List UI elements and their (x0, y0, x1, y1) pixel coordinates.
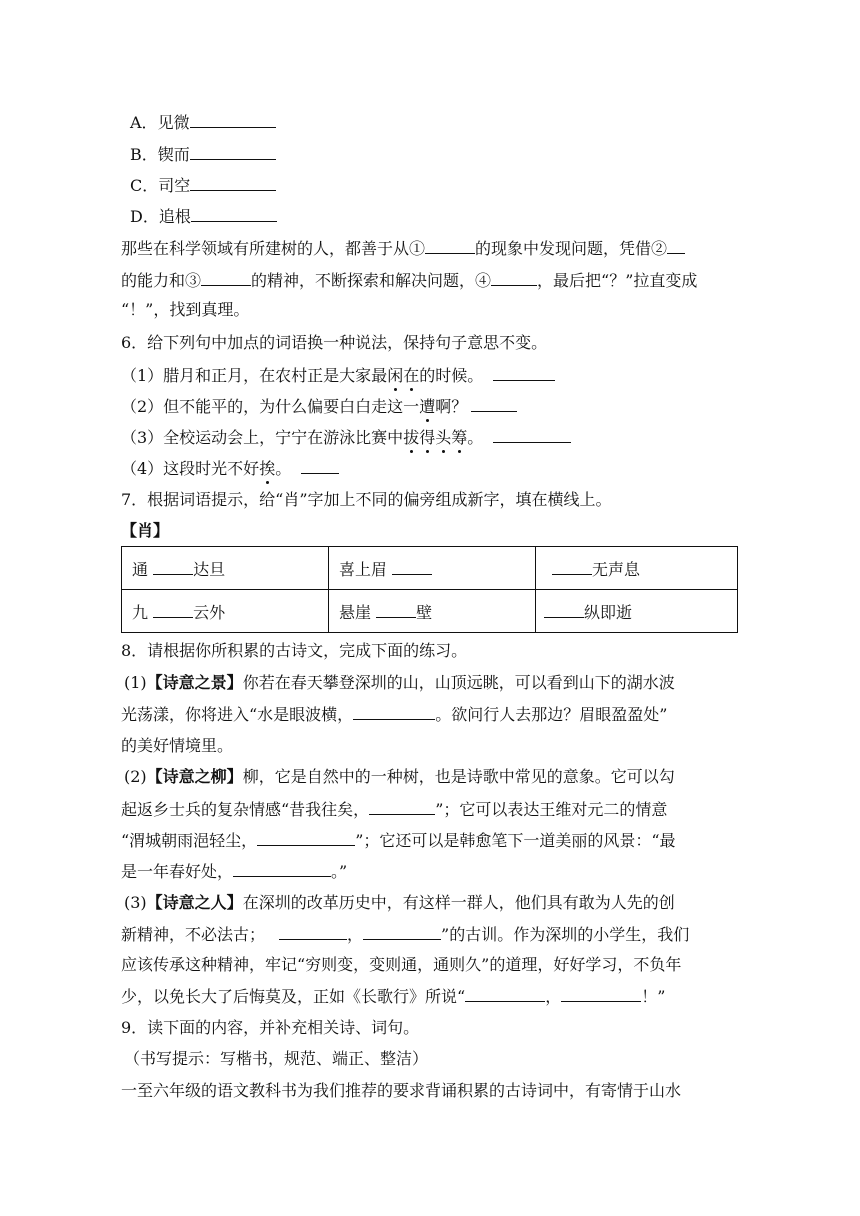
q8-part2-line-4: 是一年春好处， 。” (121, 862, 348, 881)
answer-blank[interactable] (465, 986, 545, 1002)
answer-blank[interactable] (190, 112, 276, 128)
q8-title: 8．请根据你所积累的古诗文，完成下面的练习。 (121, 641, 468, 660)
q9-line-1: 一至六年级的语文教科书为我们推荐的要求背诵积累的古诗词中，有寄情于山水 (121, 1081, 682, 1100)
q5-option-a: A．见微 (130, 112, 276, 133)
answer-blank[interactable] (201, 270, 251, 286)
table-row (122, 590, 738, 633)
q8-part3-line-1: (3)【诗意之人】在深圳的改革历史中，有这样一群人，他们具有敢为人先的创 (124, 893, 675, 912)
q5-passage-line-3: “！”，找到真理。 (121, 300, 250, 319)
q8-part1-line-2: 光荡漾，你将进入“水是眼波横， 。欲问行人去那边？眉眼盈盈处” (121, 705, 668, 724)
q8-part1-line-3: 的美好情境里。 (121, 736, 234, 755)
q8-part3-line-4: 少，以免长大了后悔莫及，正如《长歌行》所说“ ， ！” (121, 987, 666, 1006)
q7-tag: 【肖】 (121, 521, 170, 540)
answer-blank[interactable] (301, 458, 339, 474)
answer-blank[interactable] (257, 830, 355, 846)
answer-blank[interactable] (369, 799, 435, 815)
q6-sentence-2: （2）但不能平的，为什么偏要白白走这一遭啊？ (121, 396, 517, 417)
answer-blank[interactable] (190, 175, 276, 191)
answer-blank[interactable] (376, 602, 416, 618)
table-row (122, 547, 738, 590)
q5-option-d: D．追根 (130, 206, 277, 227)
dotted-word: 闲在 (387, 366, 420, 385)
table-cell: 通 达旦 (122, 547, 329, 590)
answer-blank[interactable] (190, 144, 276, 160)
answer-blank[interactable] (353, 704, 435, 720)
answer-blank[interactable] (363, 924, 441, 940)
q7-table (121, 546, 738, 633)
q6-title: 6．给下列句中加点的词语换一种说法，保持句子意思不变。 (121, 333, 548, 352)
table-cell: 九 云外 (122, 590, 329, 633)
answer-blank[interactable] (233, 861, 331, 877)
table-cell: 纵即逝 (536, 590, 738, 633)
answer-blank[interactable] (471, 396, 517, 412)
q8-part2-line-2: 起返乡士兵的复杂情感“昔我往矣， ”；它可以表达王维对元二的情意 (121, 800, 668, 819)
q9-title: 9．读下面的内容，并补充相关诗、词句。 (121, 1018, 420, 1037)
table-cell: 悬崖 壁 (329, 590, 536, 633)
q8-part2-line-1: (2)【诗意之柳】柳，它是自然中的一种树，也是诗歌中常见的意象。它可以勾 (124, 767, 675, 786)
answer-blank[interactable] (561, 986, 641, 1002)
table-cell: 喜上眉 (329, 547, 536, 590)
answer-blank[interactable] (491, 270, 537, 286)
q8-part2-line-3: “渭城朝雨浥轻尘， ”；它还可以是韩愈笔下一道美丽的风景：“最 (121, 831, 676, 850)
dotted-word: 拔得头筹 (403, 428, 468, 447)
q6-sentence-1: （1）腊月和正月，在农村正是大家最闲在的时候。 (121, 365, 555, 386)
answer-blank[interactable] (191, 206, 277, 222)
answer-blank[interactable] (493, 365, 555, 381)
q5-passage-line-2: 的能力和③ 的精神，不断探索和解决问题，④ ，最后把“？”拉直变成 (121, 271, 698, 290)
answer-blank[interactable] (552, 559, 592, 575)
dotted-word: 挨 (259, 459, 276, 478)
answer-blank[interactable] (153, 559, 193, 575)
q8-part3-line-2: 新精神，不必法古； ， ”的古训。作为深圳的小学生，我们 (121, 925, 690, 944)
q9-hint: （书写提示：写楷书，规范、端正、整洁） (124, 1049, 429, 1068)
q5-option-b: B．锲而 (130, 144, 276, 165)
q6-sentence-3: （3）全校运动会上，宁宁在游泳比赛中拔得头筹。 (121, 427, 571, 448)
answer-blank[interactable] (392, 559, 432, 575)
q5-passage-line-1: 那些在科学领域有所建树的人，都善于从① 的现象中发现问题，凭借② (121, 238, 685, 259)
answer-blank[interactable] (493, 427, 571, 443)
answer-blank[interactable] (279, 924, 347, 940)
q8-part1-line-1: (1)【诗意之景】你若在春天攀登深圳的山，山顶远眺，可以看到山下的湖水波 (124, 673, 675, 692)
answer-blank[interactable] (667, 238, 685, 254)
answer-blank[interactable] (153, 602, 193, 618)
q5-option-c: C．司空 (130, 175, 276, 196)
q7-title: 7．根据词语提示，给“肖”字加上不同的偏旁组成新字，填在横线上。 (121, 490, 612, 509)
answer-blank[interactable] (544, 602, 584, 618)
q6-sentence-4: （4）这段时光不好挨。 (121, 458, 339, 479)
dotted-word: 遭 (419, 397, 436, 416)
table-cell: 无声息 (536, 547, 738, 590)
answer-blank[interactable] (425, 238, 475, 254)
q8-part3-line-3: 应该传承这种精神，牢记“穷则变，变则通，通则久”的道理，好好学习，不负年 (121, 955, 682, 974)
